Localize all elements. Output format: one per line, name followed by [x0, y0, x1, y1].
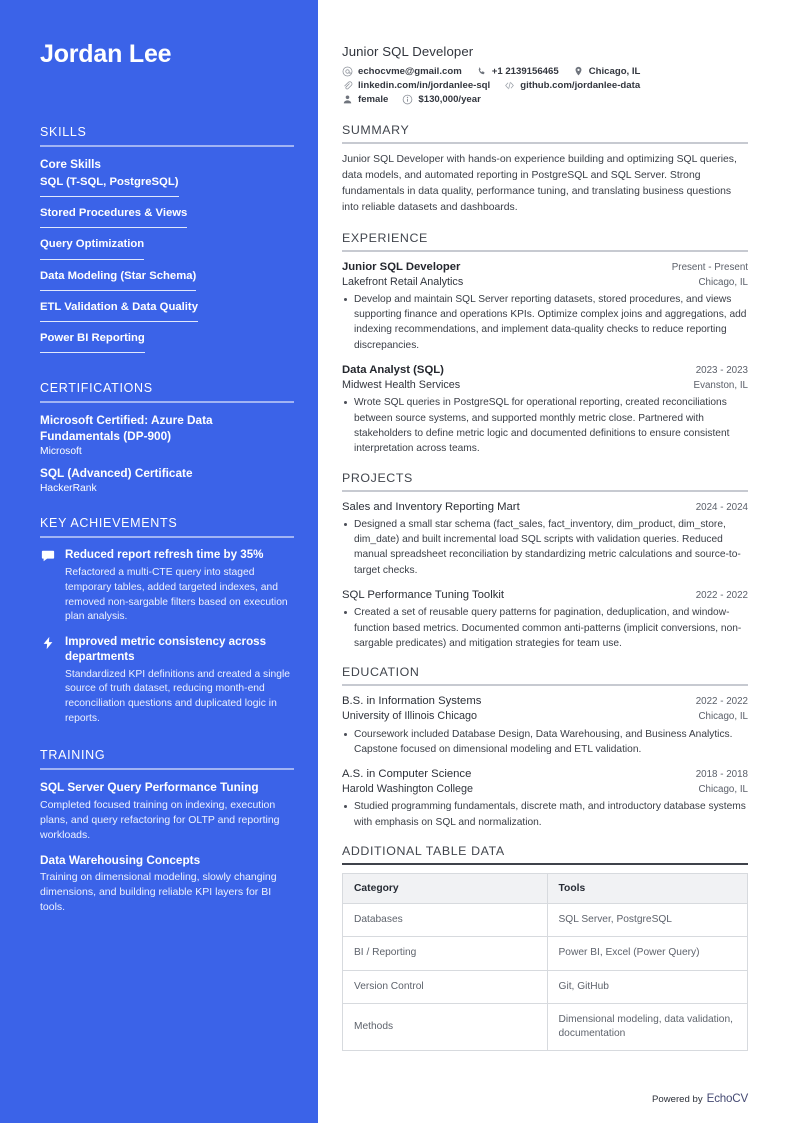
candidate-name: Jordan Lee — [40, 40, 172, 68]
contact-gender — [342, 94, 388, 105]
project-entry — [342, 588, 748, 651]
skill-item — [40, 269, 294, 297]
project-bullets — [342, 605, 748, 651]
contact-salary — [402, 94, 480, 105]
code-brackets-icon — [504, 80, 515, 91]
skill-item — [40, 300, 294, 328]
sidebar-section-certifications — [40, 381, 294, 494]
contact-location-text: Chicago, IL — [588, 66, 641, 77]
skill-label: ETL Validation & Data Quality — [40, 300, 198, 322]
contact-row — [342, 94, 748, 105]
skill-label: SQL (T-SQL, PostgreSQL) — [40, 175, 179, 197]
education-degree: A.S. in Computer Science — [342, 768, 472, 781]
table-cell-tools: SQL Server, PostgreSQL — [547, 904, 747, 937]
experience-bullets — [342, 292, 748, 353]
contact-github[interactable] — [504, 80, 640, 91]
table-row — [343, 970, 748, 1003]
experience-bullets — [342, 395, 748, 456]
achievement-item — [40, 635, 294, 727]
table-cell-tools: Dimensional modeling, data validation, documentation — [547, 1003, 747, 1051]
contact-row — [342, 80, 748, 91]
project-name: SQL Performance Tuning Toolkit — [342, 589, 505, 602]
achievement-title: Reduced report refresh time by 35% — [65, 548, 264, 562]
skill-label: Stored Procedures & Views — [40, 206, 187, 228]
contact-linkedin-text: linkedin.com/in/jordanlee-sql — [358, 80, 491, 91]
table-header-row — [343, 874, 748, 904]
projects-divider — [342, 490, 748, 492]
education-bullets — [342, 727, 748, 758]
certification-item — [40, 466, 294, 494]
table-cell-tools: Power BI, Excel (Power Query) — [547, 937, 747, 970]
table-header-cell: Tools — [547, 874, 747, 904]
additional-data-table — [342, 873, 748, 1051]
summary-text: Junior SQL Developer with hands-on experience building and optimizing SQL queries, data models, and automated reporting in PostgreSQL and SQL Server. Strong fundamentals in data quality, performance tuning, and translating business questions into reliable datasets and dashboards. — [342, 154, 737, 214]
experience-location: Chicago, IL — [698, 276, 748, 288]
experience-entry-header — [342, 363, 748, 378]
achievement-body — [65, 635, 294, 727]
skill-label: Data Modeling (Star Schema) — [40, 269, 196, 291]
contact-info — [342, 66, 748, 105]
speech-bubble-icon — [40, 548, 56, 563]
achievement-description: Standardized KPI definitions and created a single source of truth dataset, reducing month-end reconciliation questions and duplicated logic in reports. — [65, 668, 290, 724]
location-pin-icon — [573, 66, 584, 77]
table-cell-category: Version Control — [343, 970, 548, 1003]
experience-role: Junior SQL Developer — [342, 260, 461, 273]
education-school: Harold Washington College — [342, 783, 474, 796]
main-column — [318, 0, 794, 1123]
table-cell-category: BI / Reporting — [343, 937, 548, 970]
education-bullets — [342, 799, 748, 830]
certifications-section-title: CERTIFICATIONS — [40, 381, 153, 396]
skills-group-title: Core Skills — [40, 156, 101, 171]
contact-email[interactable] — [342, 66, 462, 77]
training-description: Completed focused training on indexing, execution plans, and query refactoring for OLTP and reporting workloads. — [40, 798, 280, 841]
training-title: SQL Server Query Performance Tuning — [40, 780, 259, 795]
sidebar-section-training — [40, 748, 294, 914]
certifications-divider — [40, 401, 294, 403]
education-divider — [342, 684, 748, 686]
certification-item — [40, 413, 294, 457]
projects-section-title: PROJECTS — [342, 470, 413, 485]
education-entry-header — [342, 694, 748, 709]
sidebar-section-skills — [40, 125, 294, 360]
skill-item — [40, 237, 294, 265]
certification-name: SQL (Advanced) Certificate — [40, 465, 193, 480]
achievements-divider — [40, 536, 294, 538]
experience-divider — [342, 250, 748, 252]
contact-github-text: github.com/jordanlee-data — [520, 80, 641, 91]
skills-section-title: SKILLS — [40, 124, 87, 139]
contact-phone-text: +1 2139156465 — [491, 66, 559, 77]
table-row — [343, 1003, 748, 1051]
additional-table-divider — [342, 863, 748, 865]
project-entry — [342, 500, 748, 578]
section-projects — [342, 471, 748, 652]
experience-section-title: EXPERIENCE — [342, 230, 428, 245]
skill-label: Power BI Reporting — [40, 331, 145, 353]
info-circle-icon — [402, 94, 413, 105]
training-description: Training on dimensional modeling, slowly changing dimensions, and building reliable KPI layers for BI tools. — [40, 870, 277, 913]
section-experience — [342, 231, 748, 457]
skill-item — [40, 331, 294, 359]
education-dates: 2022 - 2022 — [695, 696, 748, 708]
education-entry — [342, 767, 748, 830]
experience-role: Data Analyst (SQL) — [342, 364, 444, 377]
education-entry-subheader — [342, 782, 748, 797]
contact-linkedin[interactable] — [342, 80, 490, 91]
education-degree: B.S. in Information Systems — [342, 695, 482, 708]
bullet: Coursework included Database Design, Data Warehousing, and Business Analytics. Capstone focused on dimensional modeling and ETL validation. — [342, 727, 748, 758]
sidebar — [0, 0, 318, 1123]
summary-divider — [342, 142, 748, 144]
experience-entry-header — [342, 260, 748, 275]
section-education — [342, 665, 748, 830]
footer-powered-by: Powered by — [651, 1094, 703, 1105]
contact-salary-text: $130,000/year — [418, 94, 481, 105]
skills-list — [40, 175, 294, 360]
sidebar-section-achievements — [40, 516, 294, 726]
experience-entry — [342, 260, 748, 354]
education-entry-subheader — [342, 709, 748, 724]
table-row — [343, 937, 748, 970]
experience-location: Evanston, IL — [693, 380, 748, 392]
table-cell-category: Databases — [343, 904, 548, 937]
section-summary — [342, 123, 748, 217]
table-header-cell: Category — [343, 874, 548, 904]
training-divider — [40, 768, 294, 770]
experience-dates: 2023 - 2023 — [695, 365, 748, 377]
bullet: Created a set of reusable query patterns for pagination, deduplication, and window-function based metrics. Documented common anti-patterns (implicit conversions, non-sargable predicates) and mitigation strategies for team use. — [342, 605, 748, 651]
certification-issuer: HackerRank — [40, 483, 97, 495]
education-section-title: EDUCATION — [342, 665, 420, 680]
lightning-bolt-icon — [40, 635, 56, 650]
training-item — [40, 853, 294, 915]
bullet: Studied programming fundamentals, discrete math, and introductory database systems with emphasis on SQL and normalization. — [342, 799, 748, 830]
experience-company: Midwest Health Services — [342, 379, 461, 392]
training-section-title: TRAINING — [40, 748, 106, 763]
skills-divider — [40, 145, 294, 147]
achievement-title: Improved metric consistency across departments — [65, 634, 267, 663]
email-icon — [342, 66, 353, 77]
bullet: Wrote SQL queries in PostgreSQL for operational reporting, created reconciliations between source systems, and supported monthly metric close. Partnered with stakeholders to define metric logic and documented definitions to ensure consistent interpretation across teams. — [342, 395, 748, 456]
education-entry — [342, 694, 748, 757]
achievement-body — [65, 548, 294, 625]
person-icon — [342, 94, 353, 105]
contact-row — [342, 66, 748, 77]
job-title-headline: Junior SQL Developer — [342, 44, 474, 59]
education-school: University of Illinois Chicago — [342, 710, 478, 723]
skill-item — [40, 206, 294, 234]
table-cell-tools: Git, GitHub — [547, 970, 747, 1003]
achievement-item — [40, 548, 294, 625]
bullet: Designed a small star schema (fact_sales, fact_inventory, dim_product, dim_store, dim_date) and built incremental load SQL scripts with validation queries. Reduced manual spreadsheet reconciliation by standardizing metric calculations and source-to-target checks. — [342, 517, 748, 578]
education-location: Chicago, IL — [698, 784, 748, 796]
project-bullets — [342, 517, 748, 578]
achievements-section-title: KEY ACHIEVEMENTS — [40, 516, 178, 531]
project-name: Sales and Inventory Reporting Mart — [342, 500, 520, 513]
certification-name: Microsoft Certified: Azure Data Fundamentals (DP-900) — [40, 413, 213, 443]
certification-issuer: Microsoft — [40, 445, 82, 457]
training-title: Data Warehousing Concepts — [40, 852, 201, 867]
skill-label: Query Optimization — [40, 237, 144, 259]
education-entry-header — [342, 767, 748, 782]
contact-phone[interactable] — [476, 66, 559, 77]
education-dates: 2018 - 2018 — [695, 769, 748, 781]
link-icon — [342, 80, 353, 91]
table-cell-category: Methods — [343, 1003, 548, 1051]
training-item — [40, 780, 294, 842]
footer-brand: EchoCV — [706, 1092, 748, 1105]
contact-location — [573, 66, 641, 77]
experience-company: Lakefront Retail Analytics — [342, 275, 464, 288]
education-location: Chicago, IL — [698, 711, 748, 723]
footer — [652, 1092, 748, 1105]
table-row — [343, 904, 748, 937]
contact-email-text: echocvme@gmail.com — [358, 66, 462, 77]
skill-item — [40, 175, 294, 203]
project-dates: 2024 - 2024 — [695, 501, 748, 513]
summary-section-title: SUMMARY — [342, 123, 410, 137]
bullet: Develop and maintain SQL Server reporting datasets, stored procedures, and views supporting finance and operations KPIs. Optimize complex joins and aggregations, add indexing recommendations, and implement data-quality checks to reduce reporting discrepancies. — [342, 292, 748, 353]
achievement-description: Refactored a multi-CTE query into staged temporary tables, added targeted indexes, and removed non-sargable filters based on execution plan analysis. — [65, 567, 288, 623]
experience-entry-subheader — [342, 378, 748, 393]
project-dates: 2022 - 2022 — [695, 590, 748, 602]
project-entry-header — [342, 500, 748, 515]
section-additional-table — [342, 844, 748, 1051]
phone-icon — [476, 66, 487, 77]
additional-table-section-title: ADDITIONAL TABLE DATA — [342, 844, 505, 859]
contact-gender-text: female — [358, 94, 389, 105]
experience-entry-subheader — [342, 275, 748, 290]
project-entry-header — [342, 588, 748, 603]
experience-entry — [342, 363, 748, 457]
experience-dates: Present - Present — [671, 261, 748, 273]
